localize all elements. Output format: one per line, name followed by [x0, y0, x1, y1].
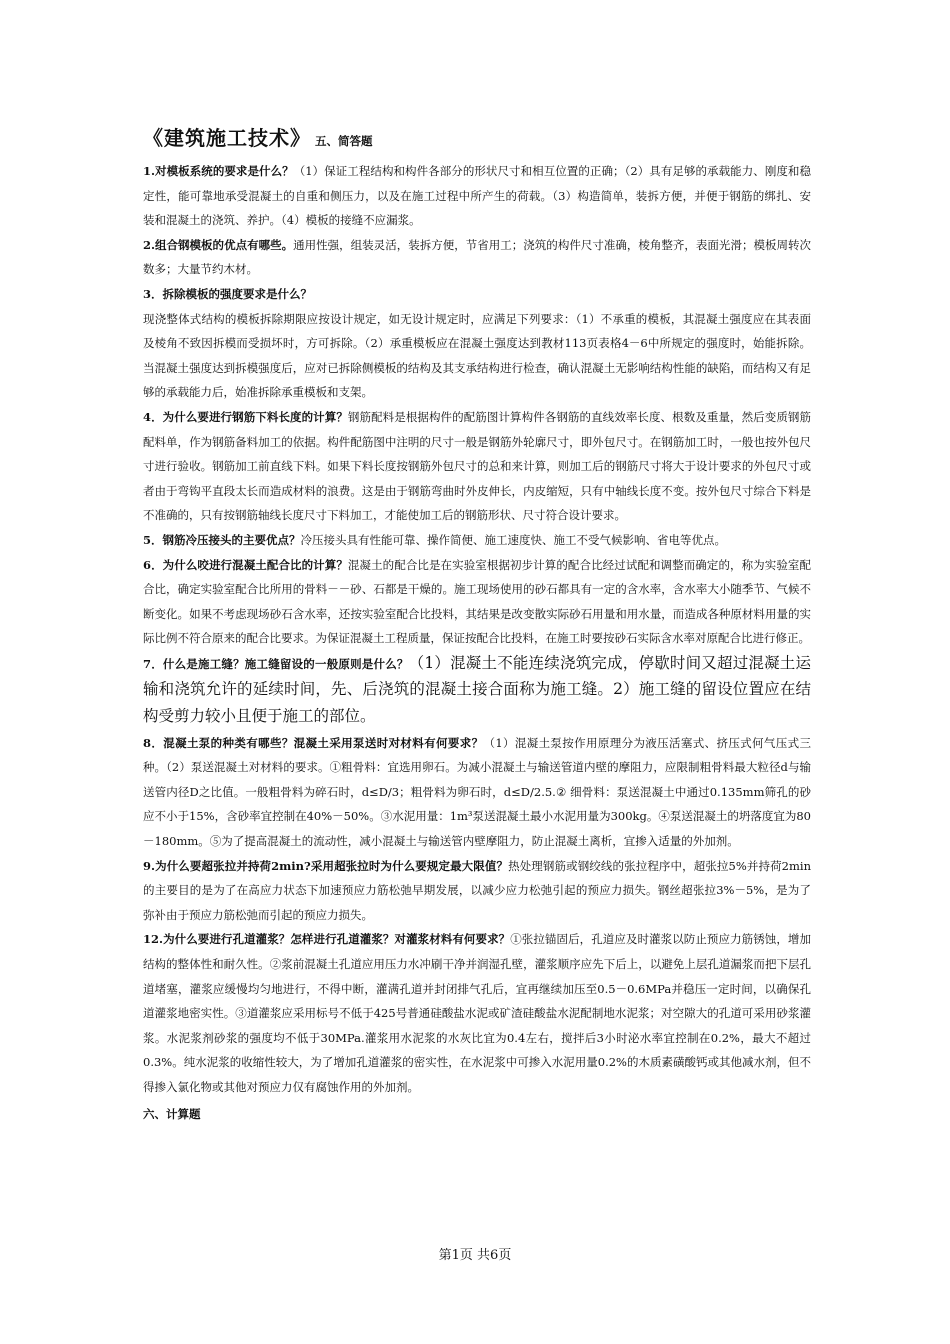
qa-item — [143, 927, 811, 1099]
question: 7．什么是施工缝？施工缝留设的一般原则是什么？ — [143, 656, 409, 671]
qa-item — [143, 307, 811, 405]
qa-item — [143, 528, 811, 553]
answer: 钢筋配料是根据构件的配筋图计算构件各钢筋的直线效率长度、根数及重量，然后变质钢筋配料单，作为钢筋备料加工的依据。构件配筋图中注明的尺寸一般是钢筋外轮廓尺寸，即外包尺寸。在钢筋加工时，一般也按外包尺寸进行验收。钢筋加工前直线下料。如果下料长度按钢筋外包尺寸的总和来计算，则加工后的钢筋尺寸将大于设计要求的外包尺寸或者由于弯钩平直段太长而造成材料的浪费。这是由于钢筋弯曲时外皮伸长，内皮缩短，只有中轴线长度不变。按外包尺寸综合下料是不准确的，只有按钢筋轴线长度尺寸下料加工，才能使加工后的钢筋形状、尺寸符合设计要求。 — [143, 409, 811, 523]
document-title — [143, 122, 811, 157]
qa-list — [143, 159, 811, 1100]
qa-item — [143, 405, 811, 528]
answer: 现浇整体式结构的模板拆除期限应按设计规定，如无设计规定时，应满足下列要求：（1）不承重的模板，其混凝土强度应在其表面及棱角不致因拆模而受损坏时，方可拆除。（2）承重模板应在混凝土强度达到教材113页表格4－6中所规定的强度时，始能拆除。当混凝土强度达到拆模强度后，应对已拆除侧模板的结构及其支承结构进行检查，确认混凝土无影响结构性能的缺陷，而结构又有足够的承载能力后，始准拆除承重模板和支架。 — [143, 311, 811, 400]
qa-item — [143, 731, 811, 854]
question: 3．拆除模板的强度要求是什么？ — [143, 286, 312, 301]
answer: ①张拉锚固后，孔道应及时灌浆以防止预应力筋锈蚀，增加结构的整体性和耐久性。②浆前混凝土孔道应用压力水冲刷干净并润湿孔壁，灌浆顺序应先下后上，以避免上层孔道漏浆而把下层孔道堵塞，灌浆应缓慢均匀地进行，不得中断，灌满孔道并封闭排气孔后，宜再继续加压至0.5－0.6MPa并稳压一定时间，以确保孔道灌浆地密实性。③道灌浆应采用标号不低于425号普通硅酸盐水泥或矿渣硅酸盐水泥配制地水泥浆；对空隙大的孔道可采用砂浆灌浆。水泥浆剂砂浆的强度均不低于30MPa.灌浆用水泥浆的水灰比宜为0.4左右，搅拌后3小时泌水率宜控制在0.2%，最大不超过0.3%。纯水泥浆的收缩性较大，为了增加孔道灌浆的密实性，在水泥浆中可掺入水泥用量0.2%的木质素磺酸钙或其他减水剂，但不得掺入氯化物或其他对预应力仅有腐蚀作用的外加剂。 — [143, 932, 811, 1094]
doc-title: 《建筑施工技术》 — [143, 126, 311, 150]
qa-item — [143, 159, 811, 233]
qa-item — [143, 553, 811, 651]
answer: （1）保证工程结构和构件各部分的形状尺寸和相互位置的正确；（2）具有足够的承载能力、刚度和稳定性，能可靠地承受混凝土的自重和侧压力，以及在施工过程中所产生的荷载。（3）构造简单，装拆方便，并便于钢筋的绑扎、安装和混凝土的浇筑、养护。（4）模板的接缝不应漏浆。 — [143, 164, 811, 228]
answer: 热处理钢筋或钢绞线的张拉程序中，超张拉5%并持荷2min的主要目的是为了在高应力状态下加速预应力筋松弛早期发展，以减少应力松弛引起的预应力损失。钢丝超张拉3%－5%，是为了弥补由于预应力筋松弛而引起的预应力损失。 — [143, 858, 811, 922]
qa-item — [143, 282, 811, 307]
question: 12.为什么要进行孔道灌浆？怎样进行孔道灌浆？对灌浆材料有何要求？ — [143, 932, 511, 947]
question: 5．钢筋冷压接头的主要优点？ — [143, 532, 301, 547]
document-page — [143, 122, 811, 1126]
answer: （1）混凝土泵按作用原理分为液压活塞式、挤压式何气压式三种。（2）泵送混凝土对材料的要求。①粗骨料：宜选用卵石。为减小混凝土与输送管道内壁的摩阻力，应限制粗骨料最大粒径d与输送管内径D之比值。一般粗骨料为碎石时，d≤D/3；粗骨料为卵石时，d≤D/2.5.② 细骨料：泵送混凝土中通过0.135mm筛孔的砂应不小于15%，含砂率宜控制在40%－50%。③水泥用量：1m³泵送混凝土最小水泥用量为300kg。④泵送混凝土的坍落度宜为80－180mm。⑤为了提高混凝土的流动性，减小混凝土与输送管内壁摩阻力，防止混凝土离析，宜掺入适量的外加剂。 — [143, 735, 811, 849]
question: 1.对模板系统的要求是什么？ — [143, 164, 294, 178]
section-title: 五、简答题 — [315, 134, 373, 148]
answer: 通用性强，组装灵活，装拆方便，节省用工；浇筑的构件尺寸准确，棱角整齐，表面光滑；模板周转次数多；大量节约木材。 — [143, 237, 811, 277]
question: 9.为什么要超张拉并持荷2min?采用超张拉时为什么要规定最大限值？ — [143, 858, 509, 873]
answer: 冷压接头具有性能可靠、操作简便、施工速度快、施工不受气候影响、省电等优点。 — [300, 532, 727, 547]
answer: （1）混凝土不能连续浇筑完成，停歇时间又超过混凝土运输和浇筑允许的延续时间，先、后浇筑的混凝土接合面称为施工缝。2）施工缝的留设位置应在结构受剪力较小且便于施工的部位。 — [143, 653, 812, 726]
answer: 混凝土的配合比是在实验室根据初步计算的配合比经过试配和调整而确定的，称为实验室配合比，确定实验室配合比所用的骨料－－砂、石都是干燥的。施工现场使用的砂石都具有一定的含水率，含水率大小随季节、气候不断变化。如果不考虑现场砂石含水率，还按实验室配合比投料，其结果是改变散实际砂石用量和用水量，而造成各种原材料用量的实际比例不符合原来的配合比要求。为保证混凝土工程质量，保证按配合比投料，在施工时要按砂石实际含水率对原配合比进行修正。 — [143, 557, 811, 646]
question: 4．为什么要进行钢筋下料长度的计算？ — [143, 409, 348, 424]
question: 2.组合钢模板的优点有哪些。 — [143, 237, 294, 252]
qa-item — [143, 233, 811, 282]
next-section-title: 六、计算题 — [143, 1106, 201, 1121]
question: 6．为什么咬进行混凝土配合比的计算？ — [143, 557, 348, 572]
qa-item — [143, 854, 811, 928]
question: 8．混凝土泵的种类有哪些？混凝土采用泵送时对材料有何要求？ — [143, 735, 484, 750]
qa-item — [143, 651, 811, 731]
page-footer: 第1页 共6页 — [438, 1248, 512, 1263]
